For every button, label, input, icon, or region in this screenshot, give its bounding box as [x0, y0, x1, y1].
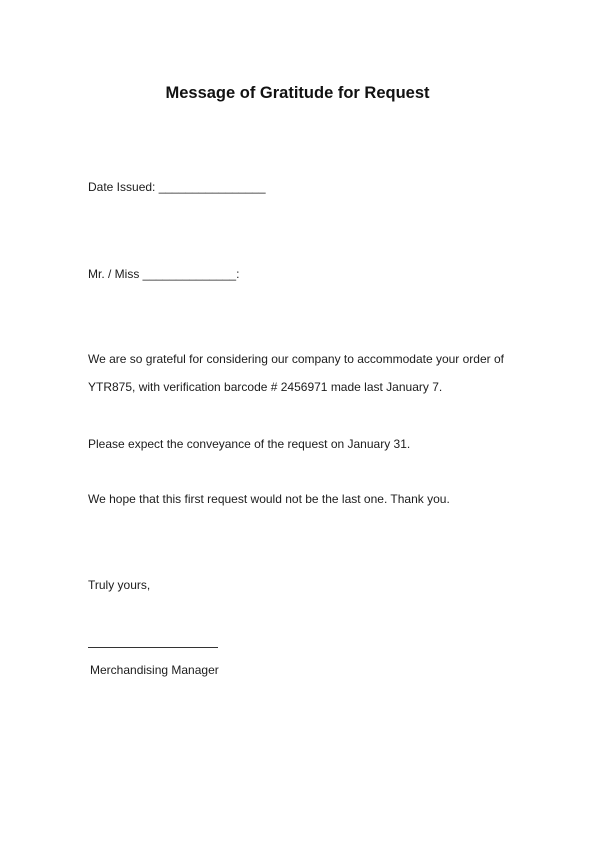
document-title: Message of Gratitude for Request: [165, 84, 430, 102]
body-line-1: We are so grateful for considering our company to accommodate your order of: [88, 352, 504, 366]
signer-title: Merchandising Manager: [90, 663, 219, 677]
closing-paragraph: We hope that this first request would not be the last one. Thank you.: [88, 492, 450, 506]
signature-line: [88, 647, 218, 648]
date-issued-line: Date Issued: ________________: [88, 180, 266, 194]
body-line-2: YTR875, with verification barcode # 2456971 made last January 7.: [88, 380, 443, 394]
delivery-paragraph: Please expect the conveyance of the request on January 31.: [88, 437, 411, 451]
salutation-line: Mr. / Miss ______________:: [88, 267, 240, 281]
closing-salutation: Truly yours,: [88, 578, 151, 592]
